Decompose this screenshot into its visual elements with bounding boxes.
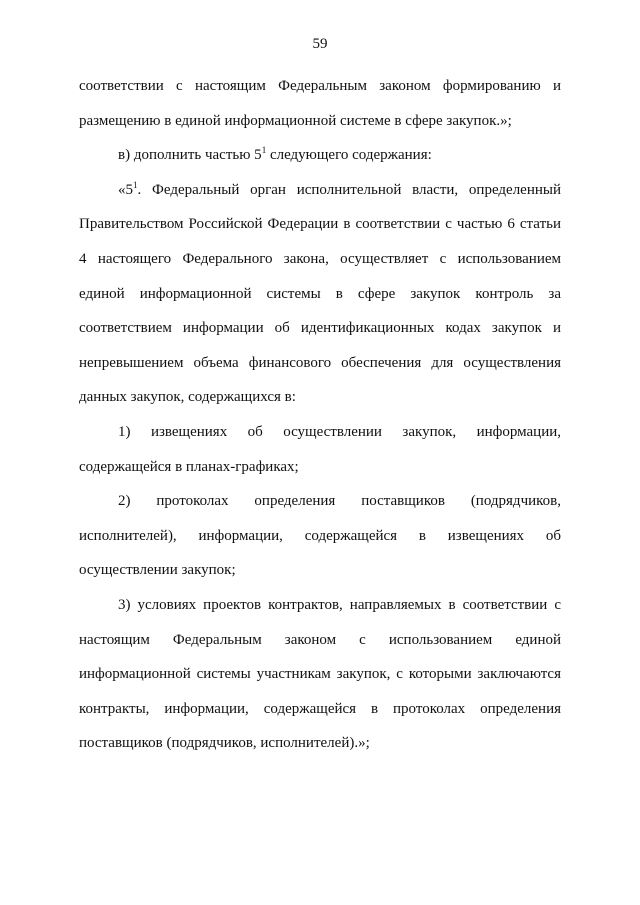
superscript-1: 1: [261, 145, 267, 156]
paragraph-part-5-1: [79, 173, 561, 415]
paragraph-amendment-v: [79, 138, 561, 173]
part-5-1-number: «5: [118, 181, 133, 198]
list-item-3: 3) условиях проектов контрактов, направляемых в соответствии с настоящим Федеральным законом с использованием единой информационной системы участникам закупок, с которыми заключаются контракты, информации, содержащейся в протоколах определения поставщиков (подрядчиков, исполнителей).»;: [79, 596, 561, 752]
page-number: 59: [312, 36, 328, 52]
part-5-1-text: . Федеральный орган исполнительной власти, определенный Правительством Российской Федерации в соответствии с частью 6 статьи 4 настоящего Федерального закона, осуществляет с использованием единой информационной системы в сфере закупок контроль за соответствием информации об идентификационных кодах закупок и непревышением объема финансового обеспечения для осуществления данных закупок, содержащихся в:: [79, 181, 561, 406]
list-item-1: 1) извещениях об осуществлении закупок, информации, содержащейся в планах-графиках;: [79, 423, 561, 475]
amendment-v-text-end: следующего содержания:: [266, 147, 432, 164]
paragraph-continuation: соответствии с настоящим Федеральным законом формированию и размещению в единой информационной системе в сфере закупок.»;: [79, 78, 561, 129]
list-item-2: 2) протоколах определения поставщиков (подрядчиков, исполнителей), информации, содержащейся в извещениях об осуществлении закупок;: [79, 493, 561, 579]
document-body: [79, 69, 561, 761]
superscript-1: 1: [133, 179, 138, 190]
amendment-v-text-start: в) дополнить частью 5: [118, 147, 262, 164]
